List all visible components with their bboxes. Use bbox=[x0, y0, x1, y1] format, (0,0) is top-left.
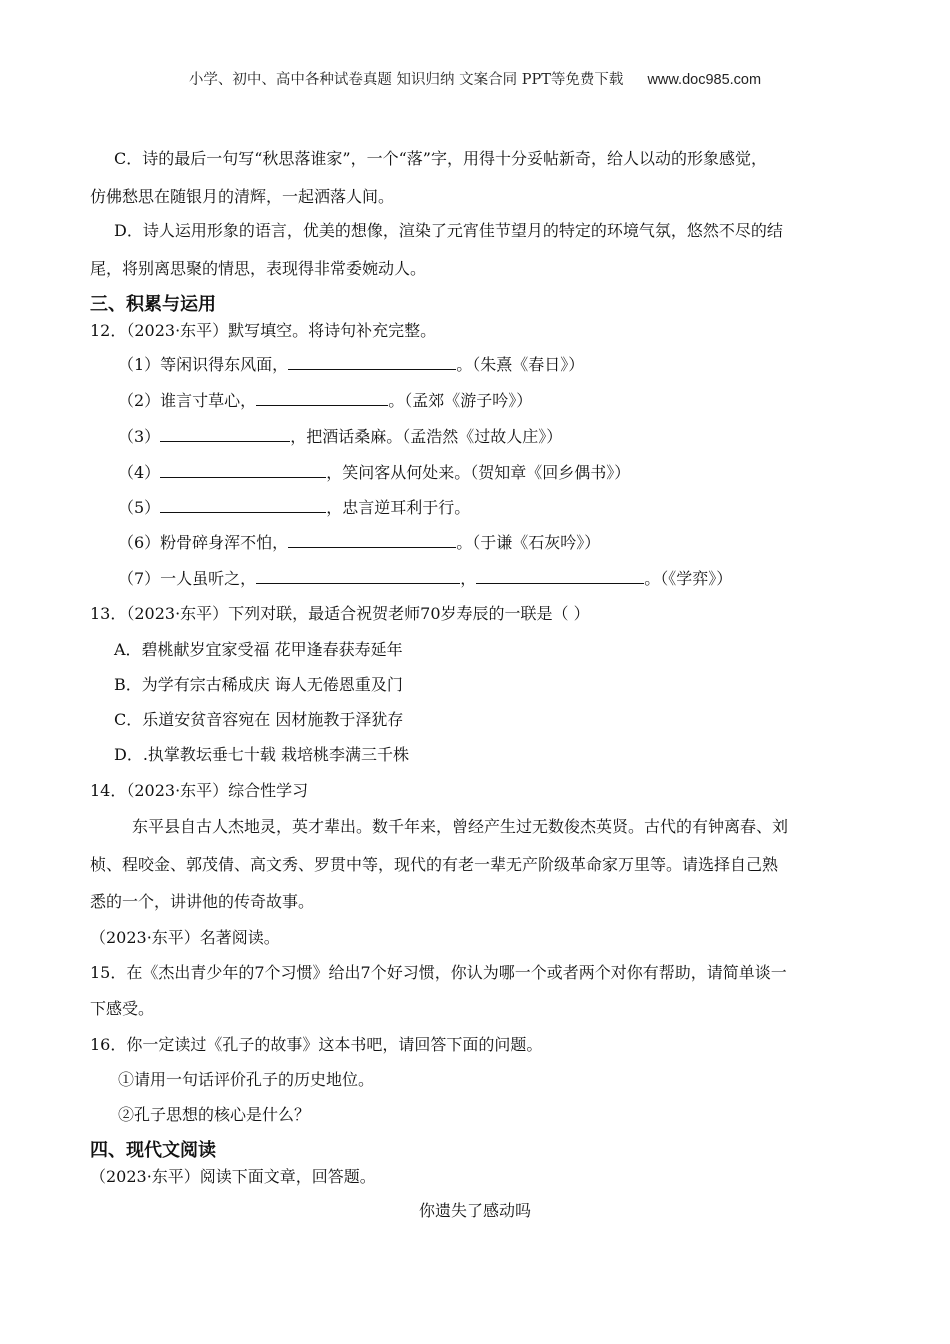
answer-blank[interactable] bbox=[256, 569, 460, 584]
q12-7-source: 。（《学弈》） bbox=[644, 569, 733, 588]
section-3-title: 三、积累与运用 bbox=[90, 294, 216, 315]
q12-item-6 bbox=[118, 530, 898, 553]
q16-stem: 16．你一定读过《孔子的故事》这本书吧，请回答下面的问题。 bbox=[90, 1035, 543, 1054]
article-title: 你遗失了感动吗 bbox=[418, 1201, 531, 1220]
option-d-line1: D．诗人运用形象的语言，优美的想像，渲染了元宵佳节望月的特定的环境气氛，悠然不尽的结 bbox=[114, 221, 783, 240]
q12-item-5 bbox=[118, 495, 898, 518]
q15-line1: 15．在《杰出青少年的7个习惯》给出7个好习惯，你认为哪一个或者两个对你有帮助，请简单谈一 bbox=[90, 963, 787, 982]
q12-item-4 bbox=[118, 460, 898, 483]
q12-stem: 12．（2023·东平）默写填空。将诗句补充完整。 bbox=[90, 321, 437, 340]
q12-item-3 bbox=[118, 424, 898, 447]
q12-5-text: ，忠言逆耳利于行。 bbox=[326, 498, 471, 517]
q12-3-num: （3） bbox=[118, 427, 161, 446]
q12-4-text: ，笑问客从何处来。（贺知章《回乡偶书》） bbox=[326, 463, 631, 482]
q14-para-line2: 桢、程咬金、郭茂倩、高文秀、罗贯中等，现代的有老一辈无产阶级革命家万里等。请选择自己熟 bbox=[90, 855, 779, 874]
q12-2-text: （2）谁言寸草心， bbox=[118, 391, 257, 410]
q12-item-2 bbox=[118, 388, 898, 411]
q13-option-a: A．碧桃献岁宜家受福 花甲逢春获寿延年 bbox=[114, 640, 403, 659]
answer-blank[interactable] bbox=[476, 569, 644, 584]
answer-blank[interactable] bbox=[288, 355, 456, 370]
answer-blank[interactable] bbox=[160, 498, 326, 513]
header-site[interactable]: www.doc985.com bbox=[647, 72, 762, 88]
q12-7-sep: ， bbox=[460, 569, 477, 588]
q14-para-line1: 东平县自古人杰地灵，英才辈出。数千年来，曾经产生过无数俊杰英贤。古代的有钟离春、刘 bbox=[132, 817, 789, 836]
option-c-line2: 仿佛愁思在随银月的清辉，一起洒落人间。 bbox=[90, 187, 395, 206]
q12-item-7 bbox=[118, 566, 898, 589]
q12-3-text: ，把酒话桑麻。（孟浩然《过故人庄》） bbox=[290, 427, 563, 446]
q14-para-line3: 悉的一个，讲讲他的传奇故事。 bbox=[90, 892, 315, 911]
q13-stem: 13．（2023·东平）下列对联，最适合祝贺老师70岁寿辰的一联是（ ） bbox=[90, 604, 590, 623]
page-header bbox=[0, 68, 950, 89]
section-4-title: 四、现代文阅读 bbox=[90, 1140, 216, 1161]
header-text: 小学、初中、高中各种试卷真题 知识归纳 文案合同 PPT等免费下载 bbox=[188, 72, 624, 88]
answer-blank[interactable] bbox=[160, 463, 326, 478]
q12-4-num: （4） bbox=[118, 463, 161, 482]
q14-stem: 14．（2023·东平）综合性学习 bbox=[90, 781, 309, 800]
q12-6-source: 。（于谦《石灰吟》） bbox=[456, 533, 601, 552]
q12-1-source: 。（朱熹《春日》） bbox=[456, 355, 585, 374]
answer-blank[interactable] bbox=[288, 533, 456, 548]
q13-option-c: C．乐道安贫音容宛在 因材施教于泽犹存 bbox=[114, 710, 404, 729]
q12-item-1 bbox=[118, 352, 898, 375]
reading-intro: （2023·东平）阅读下面文章，回答题。 bbox=[90, 1167, 376, 1186]
q15-line2: 下感受。 bbox=[90, 999, 155, 1018]
books-intro: （2023·东平）名著阅读。 bbox=[90, 928, 280, 947]
q12-1-text: （1）等闲识得东风面， bbox=[118, 355, 289, 374]
q12-7-text: （7）一人虽听之， bbox=[118, 569, 257, 588]
q13-option-d: D．.执掌教坛垂七十载 栽培桃李满三千株 bbox=[114, 745, 410, 764]
q13-option-b: B．为学有宗古稀成庆 诲人无倦恩重及门 bbox=[114, 675, 403, 694]
q12-2-source: 。（孟郊《游子吟》） bbox=[388, 391, 533, 410]
option-d-line2: 尾，将别离思聚的情思，表现得非常委婉动人。 bbox=[90, 259, 427, 278]
answer-blank[interactable] bbox=[256, 391, 388, 406]
q12-6-text: （6）粉骨碎身浑不怕， bbox=[118, 533, 289, 552]
answer-blank[interactable] bbox=[160, 427, 290, 442]
q12-5-num: （5） bbox=[118, 498, 161, 517]
q16-sub-2: ②孔子思想的核心是什么？ bbox=[118, 1105, 311, 1124]
option-c-line1: C．诗的最后一句写“秋思落谁家”，一个“落”字，用得十分妥帖新奇，给人以动的形象感觉， bbox=[114, 149, 767, 168]
q16-sub-1: ①请用一句话评价孔子的历史地位。 bbox=[118, 1070, 375, 1089]
